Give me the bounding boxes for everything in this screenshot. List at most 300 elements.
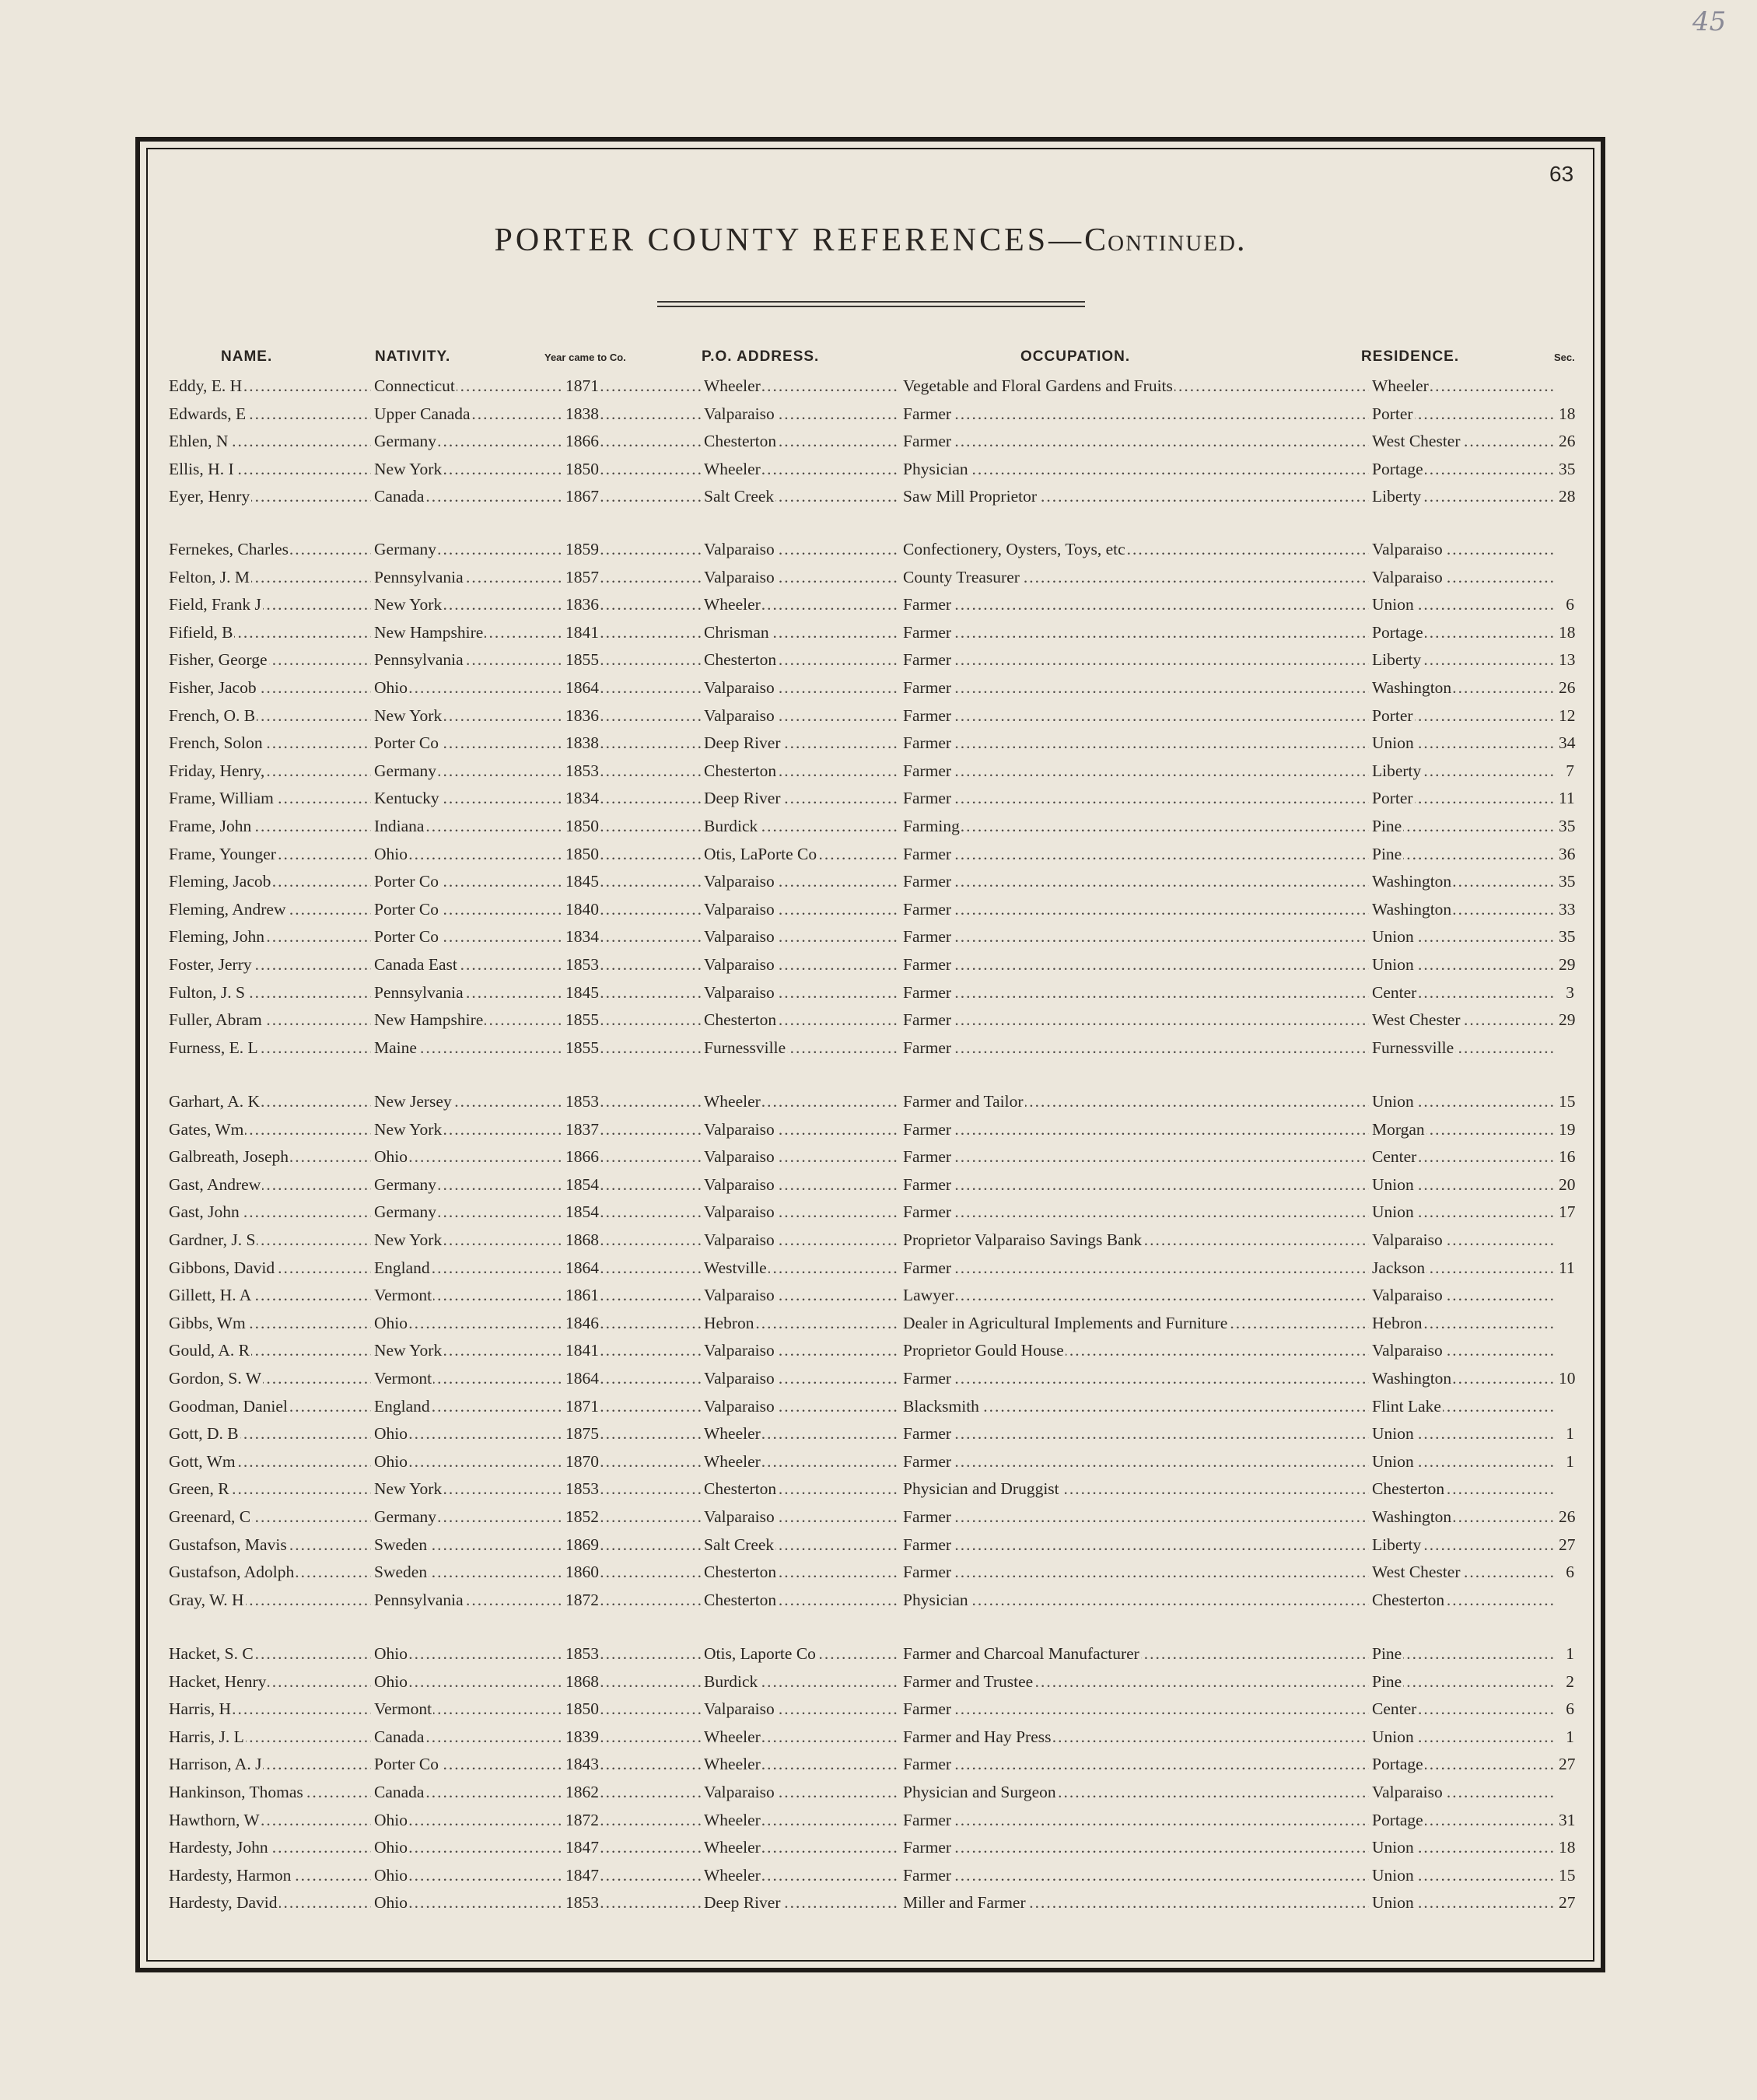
cell-sec: 35: [1559, 459, 1576, 478]
cell-name: Eddy, E. H: [169, 376, 243, 395]
cell-sec: [1559, 1479, 1576, 1499]
cell-residence: Portage: [1372, 1810, 1423, 1829]
cell-sec: 2: [1566, 1671, 1574, 1691]
table-row: [0, 1838, 1587, 1864]
cell-nativity: Canada: [374, 1783, 425, 1801]
cell-nativity: Indiana: [374, 817, 425, 835]
cell-sec: 3: [1566, 982, 1574, 1002]
cell-name: Gott, D. B: [169, 1424, 239, 1444]
cell-name: Garhart, A. K: [169, 1092, 261, 1111]
cell-nativity: New Hampshire: [374, 1010, 484, 1030]
cell-residence: Center: [1372, 1147, 1417, 1167]
cell-nativity: Maine: [374, 1038, 417, 1057]
cell-po-address: Burdick: [704, 817, 758, 835]
cell-residence: Liberty: [1372, 487, 1422, 506]
cell-sec: 1: [1566, 1451, 1574, 1471]
title-rule-lower: [657, 306, 1085, 307]
cell-year: 1853: [565, 761, 599, 780]
cell-occupation: Farmer and Hay Press: [903, 1727, 1052, 1746]
table-row: [0, 789, 1587, 815]
table-row: [0, 1535, 1587, 1562]
cell-name: Fleming, Andrew: [169, 899, 286, 919]
cell-occupation: Farmer: [903, 595, 952, 614]
table-row: [0, 1699, 1587, 1726]
cell-occupation: Physician and Surgeon: [903, 1783, 1056, 1801]
cell-year: 1854: [565, 1174, 599, 1194]
cell-occupation: Farmer: [903, 705, 952, 725]
cell-residence: Flint Lake: [1372, 1396, 1441, 1416]
cell-po-address: Hebron: [704, 1313, 754, 1332]
cell-po-address: Valparaiso: [704, 1783, 775, 1801]
cell-nativity: Ohio: [374, 1838, 408, 1857]
cell-sec: [1559, 568, 1576, 587]
header-residence: RESIDENCE.: [1361, 348, 1460, 365]
cell-nativity: New York: [374, 1479, 443, 1499]
cell-occupation: Farmer: [903, 761, 952, 780]
cell-po-address: Westville: [704, 1258, 767, 1277]
cell-nativity: Germany: [374, 1174, 436, 1194]
cell-po-address: Salt Creek: [704, 1535, 775, 1554]
table-row: [0, 623, 1587, 649]
title-sub: Continued.: [1084, 222, 1247, 258]
cell-occupation: Farmer: [903, 1010, 952, 1030]
cell-residence: Washington: [1372, 899, 1452, 919]
cell-year: 1841: [565, 1341, 599, 1360]
cell-occupation: Farmer and Charcoal Manufacturer: [903, 1644, 1139, 1663]
cell-occupation: Farmer: [903, 982, 952, 1002]
table-row: [0, 376, 1587, 403]
cell-name: Gibbs, Wm: [169, 1313, 246, 1332]
cell-year: 1860: [565, 1563, 599, 1582]
table-row: [0, 872, 1587, 898]
table-row: [0, 1341, 1587, 1367]
cell-sec: 1: [1566, 1644, 1574, 1663]
cell-sec: 1: [1566, 1727, 1574, 1746]
cell-year: 1867: [565, 487, 599, 506]
cell-year: 1853: [565, 1644, 599, 1663]
cell-year: 1868: [565, 1230, 599, 1249]
cell-nativity: Ohio: [374, 678, 408, 697]
cell-residence: Union: [1372, 1865, 1414, 1885]
cell-year: 1859: [565, 540, 599, 558]
cell-nativity: Porter Co: [374, 899, 439, 919]
cell-residence: Union: [1372, 1893, 1414, 1913]
cell-residence: Pine: [1372, 844, 1402, 863]
cell-po-address: Wheeler: [704, 1424, 761, 1444]
table-row: [0, 432, 1587, 458]
cell-nativity: Pennsylvania: [374, 567, 464, 586]
cell-sec: 28: [1559, 487, 1576, 506]
cell-name: Harris, H: [169, 1699, 232, 1719]
table-row: [0, 1369, 1587, 1395]
cell-sec: 26: [1559, 432, 1576, 451]
table-row: [0, 1147, 1587, 1174]
cell-nativity: Ohio: [374, 1810, 408, 1829]
cell-name: Felton, J. M: [169, 567, 250, 586]
cell-residence: Porter: [1372, 789, 1413, 808]
cell-sec: 36: [1559, 844, 1576, 863]
cell-nativity: New York: [374, 1230, 443, 1249]
cell-year: 1853: [565, 1479, 599, 1499]
cell-nativity: Ohio: [374, 1313, 408, 1332]
cell-nativity: Ohio: [374, 1865, 408, 1885]
cell-year: 1872: [565, 1810, 599, 1829]
cell-residence: Morgan: [1372, 1119, 1425, 1139]
cell-po-address: Wheeler: [704, 1727, 761, 1746]
cell-nativity: Canada East: [374, 955, 457, 974]
cell-occupation: Farmer: [903, 1424, 952, 1444]
cell-po-address: Chesterton: [704, 1010, 777, 1030]
cell-name: Gould, A. R: [169, 1341, 250, 1360]
cell-sec: 26: [1559, 678, 1576, 697]
cell-residence: Valparaiso: [1372, 1286, 1443, 1305]
table-row: [0, 706, 1587, 733]
table-row: [0, 1591, 1587, 1617]
cell-sec: 6: [1566, 1563, 1574, 1582]
cell-residence: West Chester: [1372, 432, 1461, 451]
table-row: [0, 1202, 1587, 1229]
cell-year: 1850: [565, 817, 599, 835]
cell-occupation: Farmer: [903, 844, 952, 863]
title-main: PORTER COUNTY REFERENCES: [494, 222, 1049, 258]
cell-sec: 6: [1566, 595, 1574, 614]
cell-name: Hardesty, Harmon: [169, 1865, 292, 1885]
cell-sec: 34: [1559, 733, 1576, 753]
cell-year: 1834: [565, 927, 599, 947]
cell-year: 1846: [565, 1313, 599, 1332]
cell-nativity: Porter Co: [374, 1755, 439, 1774]
cell-name: Gillett, H. A: [169, 1286, 252, 1305]
cell-nativity: Vermont: [374, 1286, 432, 1305]
table-row: [0, 650, 1587, 677]
cell-occupation: Proprietor Gould House: [903, 1341, 1064, 1360]
cell-occupation: Farmer: [903, 622, 952, 642]
cell-occupation: Farmer: [903, 1507, 952, 1526]
cell-residence: Union: [1372, 1424, 1414, 1444]
cell-occupation: Farmer: [903, 1202, 952, 1222]
cell-po-address: Wheeler: [704, 1451, 761, 1471]
cell-year: 1837: [565, 1119, 599, 1139]
handwritten-page-note: 45: [1692, 6, 1727, 37]
cell-year: 1836: [565, 595, 599, 614]
table-row: [0, 1452, 1587, 1479]
cell-nativity: Ohio: [374, 1671, 408, 1691]
cell-occupation: Farmer: [903, 927, 952, 947]
cell-residence: Center: [1372, 982, 1417, 1002]
cell-po-address: Valparaiso: [704, 1341, 775, 1360]
cell-name: Gast, John: [169, 1202, 240, 1222]
cell-nativity: Canada: [374, 1727, 425, 1746]
cell-name: Eyer, Henry: [169, 487, 250, 506]
cell-name: Frame, William: [169, 789, 274, 808]
cell-po-address: Deep River: [704, 733, 781, 753]
cell-po-address: Valparaiso: [704, 404, 775, 423]
cell-nativity: New Jersey: [374, 1092, 452, 1111]
cell-year: 1845: [565, 982, 599, 1002]
cell-po-address: Valparaiso: [704, 1369, 775, 1388]
cell-sec: 18: [1559, 622, 1576, 642]
cell-residence: West Chester: [1372, 1010, 1461, 1030]
cell-occupation: Farmer: [903, 1699, 952, 1719]
cell-nativity: Germany: [374, 540, 436, 558]
cell-occupation: Farming: [903, 817, 960, 835]
cell-nativity: Connecticut: [374, 376, 455, 395]
cell-nativity: New Hampshire: [374, 622, 484, 642]
cell-po-address: Valparaiso: [704, 1507, 775, 1526]
cell-po-address: Wheeler: [704, 1092, 761, 1111]
cell-year: 1855: [565, 650, 599, 670]
cell-occupation: Farmer: [903, 1755, 952, 1774]
table-row: [0, 817, 1587, 843]
table-row: [0, 761, 1587, 788]
cell-po-address: Chrisman: [704, 622, 769, 642]
cell-nativity: Germany: [374, 1202, 436, 1222]
cell-occupation: Dealer in Agricultural Implements and Furniture: [903, 1313, 1228, 1332]
cell-year: 1871: [565, 376, 599, 395]
cell-residence: Hebron: [1372, 1313, 1423, 1332]
cell-year: 1836: [565, 705, 599, 725]
cell-year: 1841: [565, 622, 599, 642]
table-row: [0, 1092, 1587, 1118]
table-row: [0, 1866, 1587, 1892]
cell-name: Fleming, Jacob: [169, 872, 271, 891]
cell-po-address: Wheeler: [704, 1755, 761, 1774]
cell-po-address: Valparaiso: [704, 1119, 775, 1139]
table-row: [0, 1397, 1587, 1423]
cell-po-address: Valparaiso: [704, 1174, 775, 1194]
cell-year: 1850: [565, 844, 599, 863]
table-row: [0, 1507, 1587, 1534]
cell-sec: 19: [1559, 1119, 1576, 1139]
table-row: [0, 1479, 1587, 1506]
table-row: [0, 460, 1587, 486]
table-row: [0, 1644, 1587, 1671]
cell-name: French, O. B: [169, 705, 256, 725]
cell-po-address: Wheeler: [704, 1865, 761, 1885]
cell-name: Harris, J. L: [169, 1727, 244, 1746]
header-sec: Sec.: [1554, 352, 1575, 363]
cell-sec: 33: [1559, 899, 1576, 919]
cell-occupation: Farmer: [903, 650, 952, 670]
cell-occupation: Lawyer: [903, 1286, 954, 1305]
table-row: [0, 955, 1587, 982]
cell-residence: Union: [1372, 1727, 1414, 1746]
table-row: [0, 404, 1587, 431]
cell-name: Gates, Wm: [169, 1119, 244, 1139]
cell-sec: [1559, 1591, 1576, 1610]
cell-nativity: Canada: [374, 487, 425, 506]
cell-year: 1862: [565, 1783, 599, 1801]
cell-nativity: Kentucky: [374, 789, 439, 808]
cell-po-address: Wheeler: [704, 1810, 761, 1829]
cell-nativity: England: [374, 1258, 430, 1277]
cell-sec: [1559, 1286, 1576, 1305]
cell-year: 1871: [565, 1396, 599, 1416]
table-row: [0, 1120, 1587, 1146]
table-row: [0, 540, 1587, 566]
cell-name: Galbreath, Joseph: [169, 1147, 289, 1167]
cell-year: 1838: [565, 404, 599, 423]
table-row: [0, 1230, 1587, 1257]
table-row: [0, 1783, 1587, 1809]
cell-sec: [1559, 1038, 1576, 1058]
cell-name: Hardesty, John: [169, 1838, 268, 1857]
cell-residence: Wheeler: [1372, 376, 1429, 395]
cell-nativity: Sweden: [374, 1535, 428, 1554]
table-row: [0, 1314, 1587, 1340]
cell-name: Gordon, S. W: [169, 1369, 262, 1388]
cell-name: Green, R: [169, 1479, 229, 1499]
cell-sec: 17: [1559, 1202, 1576, 1222]
cell-name: Gibbons, David: [169, 1258, 275, 1277]
title-dash: —: [1048, 222, 1085, 258]
cell-year: 1855: [565, 1038, 599, 1057]
cell-year: 1840: [565, 899, 599, 919]
table-row: [0, 1893, 1587, 1920]
cell-name: Hacket, S. C: [169, 1644, 254, 1663]
cell-residence: Pine: [1372, 1644, 1402, 1663]
cell-occupation: Farmer: [903, 1174, 952, 1194]
cell-nativity: Ohio: [374, 1424, 408, 1444]
cell-residence: Liberty: [1372, 761, 1422, 780]
cell-occupation: Miller and Farmer: [903, 1893, 1026, 1913]
cell-residence: Union: [1372, 1838, 1414, 1857]
cell-name: Fisher, Jacob: [169, 678, 257, 697]
table-row: [0, 1038, 1587, 1065]
table-row: [0, 845, 1587, 871]
cell-residence: Furnessville: [1372, 1038, 1454, 1057]
cell-occupation: Farmer: [903, 678, 952, 697]
cell-sec: 29: [1559, 1010, 1576, 1030]
cell-sec: 12: [1559, 705, 1576, 725]
cell-sec: 18: [1559, 404, 1576, 423]
cell-po-address: Valparaiso: [704, 1230, 775, 1249]
cell-po-address: Wheeler: [704, 595, 761, 614]
cell-name: Hacket, Henry: [169, 1671, 267, 1691]
cell-sec: 11: [1559, 789, 1575, 808]
cell-name: Gott, Wm: [169, 1451, 236, 1471]
table-row: [0, 900, 1587, 926]
cell-residence: Chesterton: [1372, 1479, 1445, 1499]
cell-nativity: New York: [374, 595, 443, 614]
cell-name: Fulton, J. S: [169, 982, 245, 1002]
cell-nativity: Pennsylvania: [374, 1590, 464, 1609]
header-year: Year came to Co.: [544, 352, 626, 363]
cell-year: 1866: [565, 1147, 599, 1167]
cell-residence: West Chester: [1372, 1563, 1461, 1582]
cell-nativity: Germany: [374, 761, 436, 780]
cell-nativity: Porter Co: [374, 872, 439, 891]
cell-sec: [1559, 376, 1576, 396]
cell-po-address: Valparaiso: [704, 1286, 775, 1305]
cell-po-address: Valparaiso: [704, 1396, 775, 1416]
cell-name: Gardner, J. S: [169, 1230, 256, 1249]
cell-sec: 1: [1566, 1424, 1574, 1444]
cell-year: 1872: [565, 1590, 599, 1609]
cell-nativity: Vermont: [374, 1699, 432, 1719]
cell-occupation: Farmer: [903, 1865, 952, 1885]
cell-year: 1839: [565, 1727, 599, 1746]
cell-occupation: Farmer and Trustee: [903, 1671, 1034, 1691]
cell-year: 1852: [565, 1507, 599, 1526]
cell-year: 1870: [565, 1451, 599, 1471]
cell-sec: 27: [1559, 1755, 1576, 1774]
cell-sec: 27: [1559, 1893, 1576, 1913]
cell-name: Ellis, H. I: [169, 459, 234, 478]
cell-occupation: Farmer: [903, 789, 952, 808]
cell-po-address: Valparaiso: [704, 705, 775, 725]
cell-occupation: Farmer: [903, 1147, 952, 1167]
cell-sec: [1559, 1397, 1576, 1416]
cell-occupation: Farmer: [903, 1258, 952, 1277]
cell-nativity: Ohio: [374, 1644, 408, 1663]
cell-po-address: Wheeler: [704, 376, 761, 395]
cell-po-address: Valparaiso: [704, 540, 775, 558]
cell-year: 1864: [565, 678, 599, 697]
cell-sec: 31: [1559, 1810, 1576, 1829]
cell-occupation: Farmer: [903, 872, 952, 891]
cell-sec: 11: [1559, 1258, 1575, 1277]
cell-nativity: Upper Canada: [374, 404, 471, 423]
cell-residence: Valparaiso: [1372, 1341, 1443, 1360]
cell-occupation: Farmer: [903, 733, 952, 753]
cell-nativity: New York: [374, 459, 443, 478]
cell-sec: 35: [1559, 927, 1576, 947]
cell-residence: Porter: [1372, 705, 1413, 725]
cell-occupation: Saw Mill Proprietor: [903, 487, 1037, 506]
page-title: [146, 222, 1594, 259]
cell-year: 1845: [565, 872, 599, 891]
cell-nativity: Ohio: [374, 1147, 408, 1167]
cell-year: 1875: [565, 1424, 599, 1444]
cell-occupation: Vegetable and Floral Gardens and Fruits: [903, 376, 1173, 395]
cell-name: Frame, John: [169, 817, 252, 835]
cell-po-address: Valparaiso: [704, 872, 775, 891]
cell-residence: Portage: [1372, 459, 1423, 478]
cell-name: Friday, Henry,: [169, 761, 265, 780]
cell-name: Fifield, B: [169, 622, 233, 642]
cell-po-address: Burdick: [704, 1671, 758, 1691]
table-row: [0, 733, 1587, 760]
cell-sec: 6: [1566, 1699, 1574, 1719]
header-name: NAME.: [221, 348, 273, 365]
cell-sec: [1559, 1230, 1576, 1250]
cell-po-address: Chesterton: [704, 1563, 777, 1582]
cell-year: 1847: [565, 1838, 599, 1857]
cell-po-address: Chesterton: [704, 650, 777, 670]
cell-po-address: Furnessville: [704, 1038, 786, 1057]
cell-nativity: Sweden: [374, 1563, 428, 1582]
cell-sec: 35: [1559, 817, 1576, 835]
cell-year: 1843: [565, 1755, 599, 1774]
table-row: [0, 1727, 1587, 1754]
cell-year: 1864: [565, 1369, 599, 1388]
cell-residence: Union: [1372, 1451, 1414, 1471]
cell-year: 1847: [565, 1865, 599, 1885]
cell-name: Fisher, George: [169, 650, 268, 670]
cell-po-address: Wheeler: [704, 459, 761, 478]
page-number: 63: [1549, 162, 1574, 186]
cell-year: 1861: [565, 1286, 599, 1305]
cell-name: Furness, E. L: [169, 1038, 258, 1057]
cell-occupation: Farmer: [903, 1810, 952, 1829]
header-nativity: NATIVITY.: [375, 348, 451, 365]
cell-residence: Union: [1372, 595, 1414, 614]
cell-sec: 26: [1559, 1507, 1576, 1526]
cell-po-address: Chesterton: [704, 1479, 777, 1499]
cell-nativity: England: [374, 1396, 430, 1416]
cell-occupation: Farmer: [903, 899, 952, 919]
